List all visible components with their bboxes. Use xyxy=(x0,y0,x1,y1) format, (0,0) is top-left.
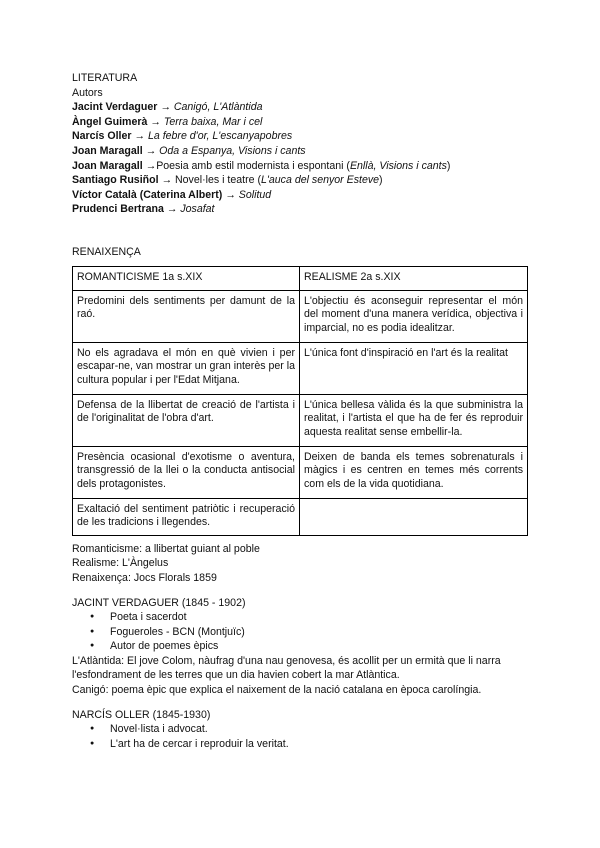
table-cell: Presència ocasional d'exotisme o aventura, transgressió de la llei o la conducta antisocial dels protagonistes. xyxy=(73,446,300,498)
author-line xyxy=(72,144,530,159)
comparison-table xyxy=(72,266,528,536)
table-row xyxy=(73,498,528,535)
author-line xyxy=(72,159,530,174)
arrow: → xyxy=(147,115,164,128)
author-post: ) xyxy=(379,174,383,187)
arrow: → xyxy=(157,101,174,114)
author-works: Solitud xyxy=(238,188,272,201)
document-page xyxy=(72,71,530,751)
table-cell: Deixen de banda els temes sobrenaturals i màgics i es centren en temes més corrents com els de la vida quotidiana. xyxy=(300,446,528,498)
author-line xyxy=(72,202,530,217)
list-item: ● Fogueroles - BCN (Montjuïc) xyxy=(110,625,530,640)
table-row xyxy=(73,394,528,446)
author-line xyxy=(72,100,530,115)
arrow: → xyxy=(142,144,160,157)
author-desc: Novel·les i teatre ( xyxy=(175,174,261,187)
section-title-verdaguer: JACINT VERDAGUER (1845 - 1902) xyxy=(72,596,246,609)
table-cell: Defensa de la llibertat de creació de l'artista i de l'originalitat de l'obra d'art. xyxy=(73,394,300,446)
author-works: La febre d'or, L'escanyapobres xyxy=(147,130,293,143)
section-title-oller: NARCÍS OLLER (1845-1930) xyxy=(72,708,211,721)
author-works: Enllà, Visions i cants xyxy=(349,159,447,172)
list-item: ● Poeta i sacerdot xyxy=(110,610,530,625)
header-realisme: REALISME 2a s.XIX xyxy=(300,266,528,290)
list-item: ● Novel·lista i advocat. xyxy=(110,722,530,737)
author-works: L'auca del senyor Esteve xyxy=(260,174,380,187)
author-name: Joan Maragall xyxy=(72,159,143,172)
authors-list xyxy=(72,100,530,217)
table-cell: No els agradava el món en què vivien i per escapar-ne, van mostrar un gran interès per la cultura popular i per l'Edat Mitjana. xyxy=(73,342,300,394)
arrow: → xyxy=(158,174,176,187)
table-row xyxy=(73,342,528,394)
author-works: Oda a Espanya, Visions i cants xyxy=(159,144,306,157)
author-line xyxy=(72,188,530,203)
table-cell: L'objectiu és aconseguir representar el món del moment d'una manera verídica, objectiva i imparcial, no es podia idealitzar. xyxy=(300,290,528,342)
page-heading: LITERATURA xyxy=(72,72,138,84)
author-line xyxy=(72,115,530,130)
author-name: Joan Maragall xyxy=(72,144,143,157)
header-romanticisme: ROMANTICISME 1a s.XIX xyxy=(73,266,300,290)
arrow: → xyxy=(222,188,239,201)
list-item: ● Autor de poemes èpics xyxy=(110,639,530,654)
author-works: Terra baixa, Mar i cel xyxy=(163,115,263,128)
author-post: ) xyxy=(446,159,451,172)
table-cell: Exaltació del sentiment patriòtic i recuperació de les tradicions i llegendes. xyxy=(73,498,300,535)
table-header-row xyxy=(73,266,528,290)
table-row xyxy=(73,446,528,498)
author-name: Narcís Oller xyxy=(72,130,132,143)
table-cell: Predomini dels sentiments per damunt de la raó. xyxy=(73,290,300,342)
example-line: Romanticisme: a llibertat guiant al poble xyxy=(72,542,260,555)
oller-bullets xyxy=(72,722,530,751)
table-cell: L'única font d'inspiració en l'art és la realitat xyxy=(300,342,528,394)
author-works: Josafat xyxy=(180,203,215,216)
author-name: Jacint Verdaguer xyxy=(72,101,158,114)
verdaguer-bullets xyxy=(72,610,530,654)
example-line: Renaixença: Jocs Florals 1859 xyxy=(72,571,217,584)
author-name: Àngel Guimerà xyxy=(72,115,148,128)
author-line xyxy=(72,173,530,188)
canigo-paragraph: Canigó: poema èpic que explica el naixement de la nació catalana en època carolíngia. xyxy=(72,684,482,697)
author-desc: Poesia amb estil modernista i espontani ( xyxy=(156,159,350,172)
author-name: Víctor Català (Caterina Albert) xyxy=(72,188,223,201)
list-item: ● L'art ha de cercar i reproduir la veritat. xyxy=(110,737,530,752)
atlantida-paragraph: L'Atlàntida: El jove Colom, nàufrag d'una nau genovesa, és acollit per un ermità que li narra l'esfondrament de les terres que un dia havien cobert la mar Atlàntica. xyxy=(72,654,501,682)
section-title-renaixenca: RENAIXENÇA xyxy=(72,245,141,258)
example-line: Realisme: L'Àngelus xyxy=(72,557,169,570)
arrow: → xyxy=(163,203,181,216)
table-cell xyxy=(300,498,528,535)
arrow: → xyxy=(142,159,157,172)
table-cell: L'única bellesa vàlida és la que subministra la realitat, i l'artista el que ha de fer és reproduir aquesta realitat sense embellir-la. xyxy=(300,394,528,446)
author-line xyxy=(72,129,530,144)
table-row xyxy=(73,290,528,342)
author-name: Santiago Rusiñol xyxy=(72,174,159,187)
authors-label: Autors xyxy=(72,86,103,99)
author-works: Canigó, L'Atlàntida xyxy=(173,101,263,114)
arrow: → xyxy=(131,130,148,143)
author-name: Prudenci Bertrana xyxy=(72,203,164,216)
